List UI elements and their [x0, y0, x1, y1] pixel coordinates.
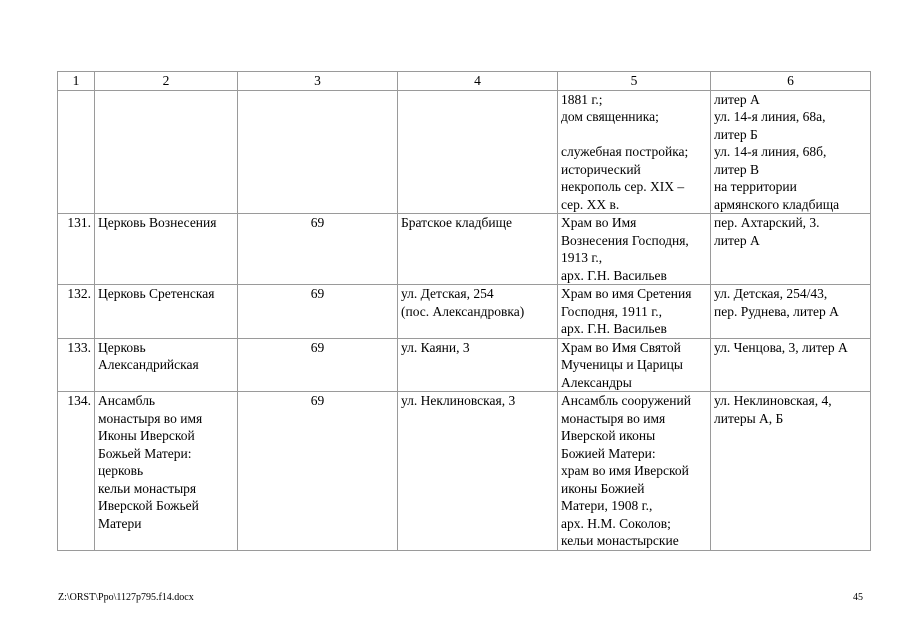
cell-address: [398, 392, 558, 551]
cell-address-line: Братское кладбище: [401, 215, 512, 230]
cell-description-line: сер. XX в.: [561, 196, 620, 212]
cell-description: [558, 285, 711, 339]
cell-location-line: литер А: [714, 232, 760, 248]
cell-location-line: литер А: [714, 91, 760, 107]
cell-location: [711, 90, 871, 214]
page-number: 45: [853, 592, 863, 603]
cell-description: [558, 214, 711, 285]
cell-location-line: литер В: [714, 161, 759, 177]
table-row-continuation: [58, 90, 871, 214]
cell-name-line: Матери: [98, 515, 142, 531]
cell-name-line: монастыря во имя: [98, 410, 203, 426]
file-path: Z:\ORST\Ppo\1127p795.f14.docx: [58, 592, 194, 603]
header-cell: 6: [711, 72, 871, 91]
cell-num: 134.: [58, 392, 95, 551]
cell-description-line: монастыря во имя: [561, 410, 666, 426]
cell-name-line: Церковь Сретенская: [98, 286, 215, 301]
cell-description-line: Храм во имя Сретения: [561, 286, 692, 301]
cell-description-line: исторический: [561, 161, 641, 177]
table-row: [58, 214, 871, 285]
cell-description-line: 1881 г.;: [561, 91, 603, 107]
cell-description: [558, 338, 711, 392]
cell-address-line: ул. Каяни, 3: [401, 339, 470, 355]
cell-name-line: кельи монастыря: [98, 480, 197, 496]
cell-address-line: (пос. Александровка): [401, 303, 525, 319]
cell-address-line: ул. Детская, 254: [401, 286, 494, 301]
cell-description-line: храм во имя Иверской: [561, 463, 689, 478]
heritage-table: [57, 71, 871, 551]
cell-location-line: ул. 14-я линия, 68а,: [714, 109, 826, 124]
cell-address: [398, 214, 558, 285]
cell-location-line: на территории: [714, 179, 797, 194]
cell-description-line: арх. Н.М. Соколов;: [561, 515, 671, 531]
cell-location-line: пер. Руднева, литер А: [714, 303, 839, 319]
cell-location-line: ул. Неклиновская, 4,: [714, 393, 832, 408]
cell-address: [398, 90, 558, 214]
cell-description-line: дом священника;: [561, 109, 659, 124]
cell-col3: 69: [238, 285, 398, 339]
cell-col3: 69: [238, 392, 398, 551]
cell-name: [95, 392, 238, 551]
cell-description-line: Вознесения Господня,: [561, 232, 689, 248]
cell-address-line: ул. Неклиновская, 3: [401, 393, 516, 408]
cell-description-line: кельи монастырские: [561, 533, 679, 548]
cell-description: [558, 90, 711, 214]
cell-num: 131.: [58, 214, 95, 285]
cell-name-line: Иверской Божьей: [98, 498, 199, 513]
cell-location-line: литеры А, Б: [714, 410, 784, 426]
cell-name-line: Иконы Иверской: [98, 428, 195, 443]
cell-description: [558, 392, 711, 551]
cell-description-line: Господня, 1911 г.,: [561, 303, 662, 319]
cell-location: [711, 285, 871, 339]
cell-col3: 69: [238, 214, 398, 285]
cell-description-line: [561, 126, 707, 144]
cell-num: 132.: [58, 285, 95, 339]
header-row: [58, 72, 871, 91]
cell-name-line: Ансамбль: [98, 393, 156, 408]
cell-location-line: пер. Ахтарский, 3.: [714, 215, 820, 230]
header-cell: 1: [58, 72, 95, 91]
cell-name: [95, 214, 238, 285]
cell-name: [95, 90, 238, 214]
cell-description-line: Божией Матери:: [561, 445, 656, 461]
table-row: [58, 392, 871, 551]
cell-description-line: иконы Божией: [561, 480, 645, 496]
cell-location-line: армянского кладбища: [714, 196, 840, 212]
cell-description-line: Матери, 1908 г.,: [561, 498, 653, 513]
cell-description-line: 1913 г.,: [561, 250, 603, 265]
header-cell: 2: [95, 72, 238, 91]
cell-description-line: Храм во Имя Святой: [561, 339, 681, 355]
header-cell: 4: [398, 72, 558, 91]
cell-description-line: Александры: [561, 374, 632, 390]
cell-name-line: церковь: [98, 463, 144, 478]
header-cell: 3: [238, 72, 398, 91]
cell-name-line: Церковь: [98, 339, 146, 355]
cell-description-line: Иверской иконы: [561, 428, 656, 443]
cell-description-line: Ансамбль сооружений: [561, 393, 691, 408]
cell-num: [58, 90, 95, 214]
cell-location-line: ул. Детская, 254/43,: [714, 286, 828, 301]
cell-description-line: Мученицы и Царицы: [561, 357, 683, 372]
cell-name-line: Александрийская: [98, 357, 199, 372]
table-row: [58, 285, 871, 339]
cell-name: [95, 285, 238, 339]
cell-num: 133.: [58, 338, 95, 392]
cell-location-line: литер Б: [714, 126, 758, 142]
cell-description-line: Храм во Имя: [561, 215, 637, 230]
cell-description-line: арх. Г.Н. Васильев: [561, 321, 667, 336]
cell-name: [95, 338, 238, 392]
cell-col3: 69: [238, 338, 398, 392]
cell-name-line: Церковь Вознесения: [98, 215, 217, 230]
cell-address: [398, 338, 558, 392]
cell-description-line: некрополь сер. XIX –: [561, 179, 685, 194]
cell-location: [711, 338, 871, 392]
cell-description-line: служебная постройка;: [561, 144, 689, 159]
cell-location: [711, 392, 871, 551]
cell-col3: [238, 90, 398, 214]
table-row: [58, 338, 871, 392]
header-cell: 5: [558, 72, 711, 91]
cell-description-line: арх. Г.Н. Васильев: [561, 267, 667, 283]
cell-location: [711, 214, 871, 285]
cell-location-line: ул. Ченцова, 3, литер А: [714, 339, 848, 355]
cell-name-line: Божьей Матери:: [98, 445, 192, 461]
cell-location-line: ул. 14-я линия, 68б,: [714, 144, 827, 159]
cell-address: [398, 285, 558, 339]
